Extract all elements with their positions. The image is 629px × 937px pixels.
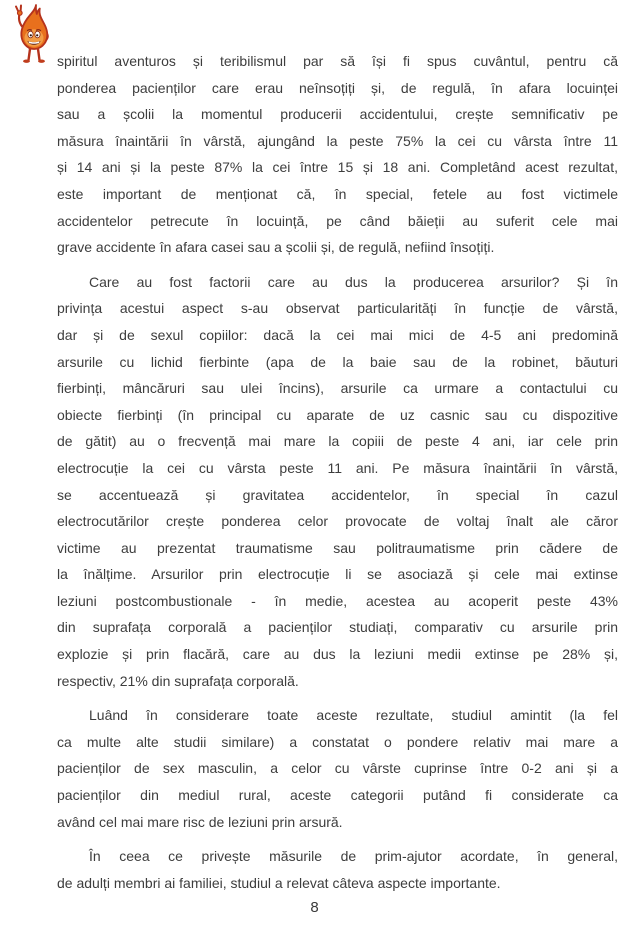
paragraph bbox=[57, 269, 618, 695]
text-line: arsurile cu lichid fierbinte (apa de la baie sau de la robinet, băuturi bbox=[57, 353, 618, 370]
text-line: sau a școlii la momentul producerii accidentului, crește semnificativ pe bbox=[57, 106, 618, 123]
text-line: din suprafața corporală a pacienților studiați, comparativ cu arsurile prin bbox=[57, 619, 618, 636]
text-line: victime au prezentat traumatisme sau politraumatisme prin cădere de bbox=[57, 539, 618, 556]
text-block bbox=[57, 48, 618, 904]
text-line: În ceea ce privește măsurile de prim-ajutor acordate, în general, bbox=[89, 848, 618, 865]
text-line: de adulți membri ai familiei, studiul a relevat câteva aspecte importante. bbox=[57, 874, 501, 891]
text-line: de gătit) au o frecvență mai mare la copiii de peste 4 ani, iar cele prin bbox=[57, 433, 618, 450]
text-line: spiritul aventuros și teribilismul par să își fi spus cuvântul, pentru că bbox=[57, 53, 618, 69]
text-line: obiecte fierbinți (în principal cu aparate de uz casnic sau cu dispozitive bbox=[57, 406, 618, 423]
text-line: pacienților de sex masculin, a celor cu vârste cuprinse între 0-2 ani și a bbox=[57, 760, 618, 777]
text-line: leziuni postcombustionale - în medie, acestea au acoperit peste 43% bbox=[57, 592, 618, 609]
text-line: electrocutărilor crește ponderea celor provocate de voltaj înalt ale căror bbox=[57, 513, 618, 530]
text-line: ponderea pacienților care erau neînsoțiți și, de regulă, în afara locuinței bbox=[57, 79, 618, 96]
text-line: privința acestui aspect s-au observat particularități în funcție de vârstă, bbox=[57, 300, 618, 317]
text-line: explozie și prin flacără, care au dus la leziuni medii extinse pe 28% și, bbox=[57, 646, 618, 663]
flame-mascot bbox=[8, 3, 58, 65]
text-line: pacienților din mediul rural, aceste categorii putând fi considerate ca bbox=[57, 787, 618, 804]
text-line: la înălțime. Arsurilor prin electrocuție li se asociază și cele mai extinse bbox=[57, 566, 618, 583]
text-line: ca multe alte studii similare) a constatat o pondere relativ mai mare a bbox=[57, 733, 618, 750]
text-line: măsura înaintării în vârstă, ajungând la peste 75% la cei cu vârsta între 11 bbox=[57, 132, 618, 149]
text-line: se accentuează și gravitatea accidentelor, în special în cazul bbox=[57, 486, 618, 503]
page-number: 8 bbox=[310, 899, 319, 916]
text-line: accidentelor petrecute în locuință, pe când băieții au suferit cele mai bbox=[57, 212, 618, 229]
text-line: electrocuție la cei cu vârsta peste 11 ani. Pe măsura înaintării în vârstă, bbox=[57, 459, 618, 476]
text-line: având cel mai mare risc de leziuni prin arsură. bbox=[57, 813, 343, 830]
text-line: Care au fost factorii care au dus la producerea arsurilor? Și în bbox=[89, 273, 618, 290]
text-line: și 14 ani și la peste 87% la cei între 15 și 18 ani. Completând acest rezultat, bbox=[57, 159, 618, 176]
text-line: Luând în considerare toate aceste rezultate, studiul amintit (la fel bbox=[89, 707, 618, 724]
flame-mascot-icon bbox=[8, 3, 58, 65]
text-line: grave accidente în afara casei sau a școlii și, de regulă, nefiind însoțiți. bbox=[57, 239, 495, 256]
text-line: respectiv, 21% din suprafața corporală. bbox=[57, 672, 299, 689]
paragraph bbox=[57, 48, 618, 261]
paragraph bbox=[57, 702, 618, 835]
text-line: dar și de sexul copiilor: dacă la cei mai mici de 4-5 ani predomină bbox=[57, 326, 618, 343]
text-line: fierbinți, mâncăruri sau ulei încins), arsurile ca urmare a contactului cu bbox=[57, 380, 618, 397]
paragraph bbox=[57, 843, 618, 896]
text-line: este important de menționat că, în special, fetele au fost victimele bbox=[57, 185, 618, 202]
